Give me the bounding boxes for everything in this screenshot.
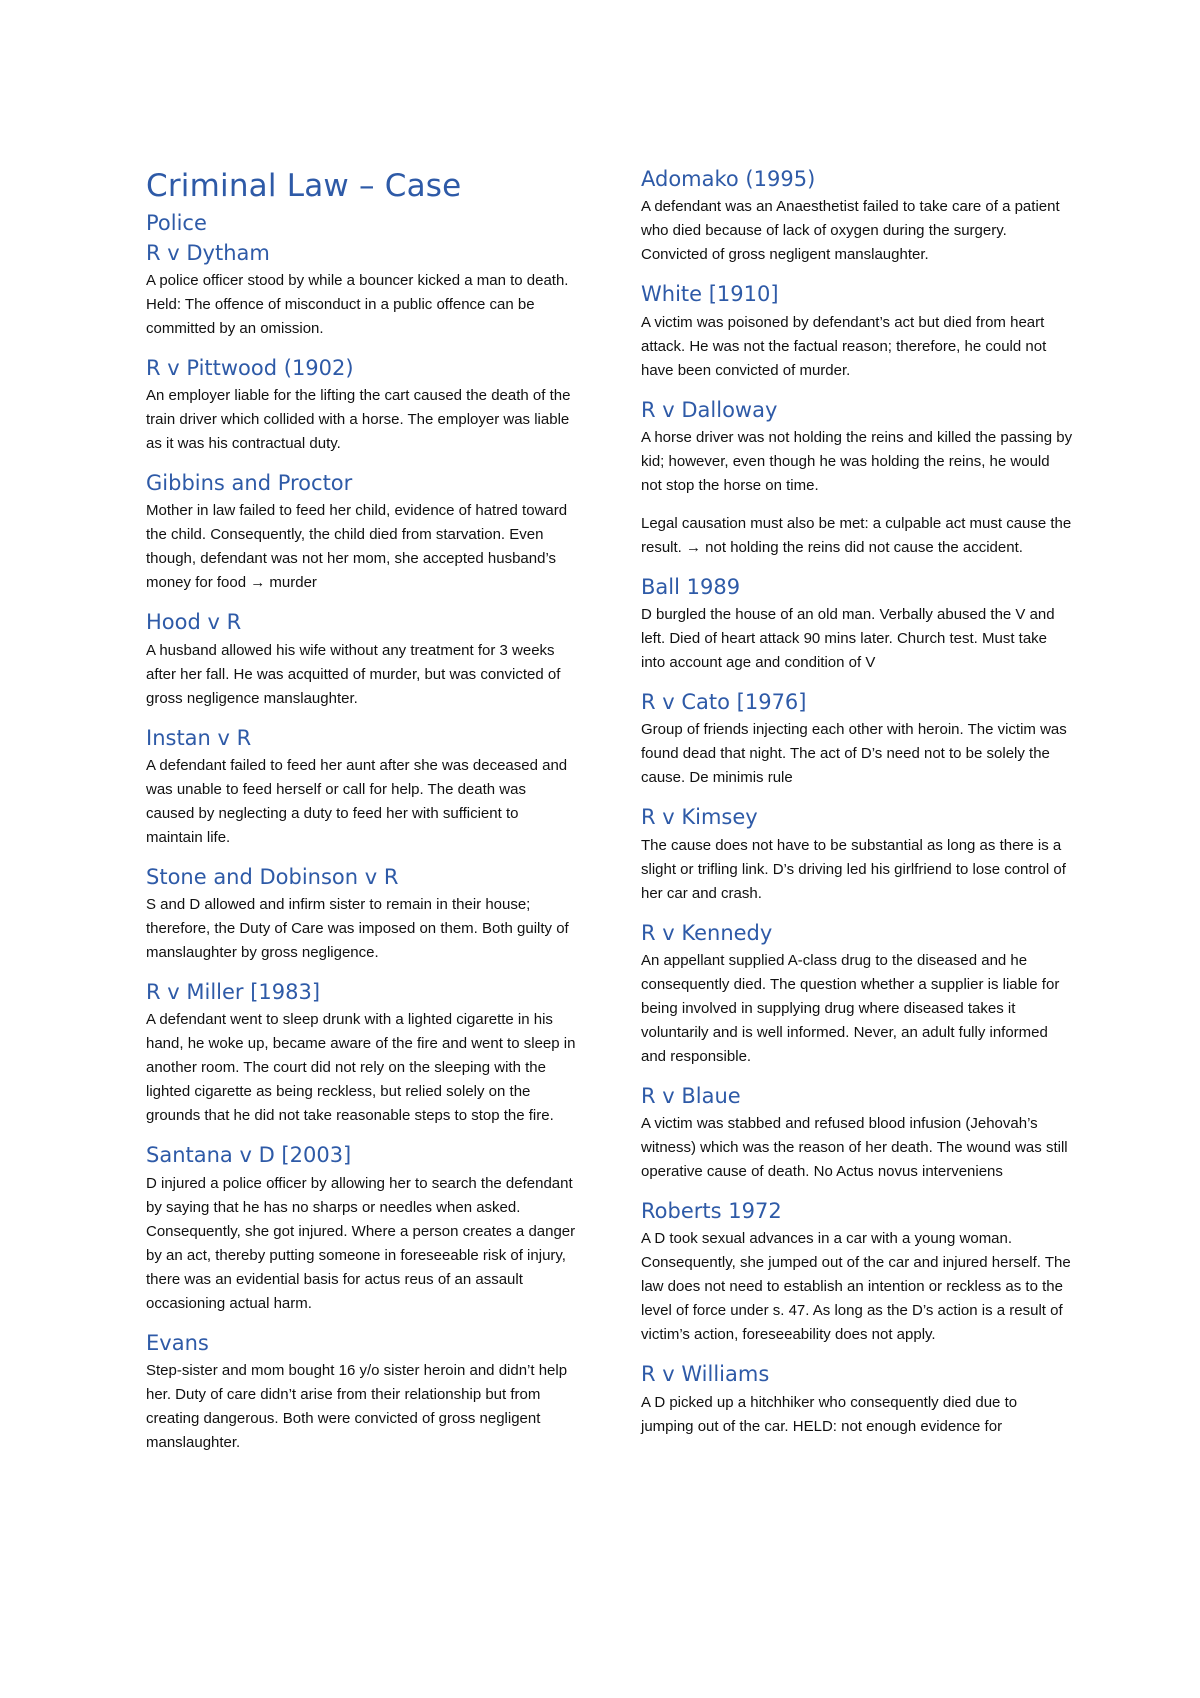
- case-entry: [641, 1198, 1073, 1347]
- case-summary: A husband allowed his wife without any treatment for 3 weeks after her fall. He was acquitted of murder, but was convicted of gross negligence manslaughter.: [146, 641, 561, 707]
- case-summary: A D picked up a hitchhiker who consequently died due to jumping out of the car. HELD: not enough evidence for: [641, 1393, 1018, 1435]
- case-title: Hood v R: [146, 610, 242, 635]
- case-title: R v Kennedy: [641, 920, 773, 945]
- case-summary: Legal causation must also be met: a culpable act must cause the result. → not holding the reins did not cause the accident.: [641, 514, 1072, 556]
- case-summary: The cause does not have to be substantial as long as there is a slight or trifling link. D’s driving led his girlfriend to lose control of her car and crash.: [641, 836, 1066, 902]
- case-title: R v Cato [1976]: [641, 690, 807, 714]
- case-summary: D injured a police officer by allowing her to search the defendant by saying that he has no sharps or needles when asked. Consequently, she got injured. Where a person creates a danger by an act, thereby putting someone in foreseeable risk of injury, there was an evidential basis for actus reus of an assault occasioning actual harm.: [146, 1174, 576, 1312]
- case-title: Gibbins and Proctor: [146, 471, 353, 496]
- case-title: Santana v D [2003]: [146, 1143, 352, 1168]
- case-entry: [146, 1142, 578, 1315]
- case-summary: A victim was stabbed and refused blood infusion (Jehovah’s witness) which was the reason of her death. The wound was still operative cause of death. No Actus novus interveniens: [641, 1115, 1068, 1180]
- case-entry: [146, 1330, 578, 1455]
- case-title: Evans: [146, 1330, 209, 1355]
- case-summary: A horse driver was not holding the reins and killed the passing by kid; however, even though he was holding the reins, he would not stop the horse on time.: [641, 428, 1073, 494]
- case-entry: [641, 1083, 1073, 1184]
- right-column: [641, 166, 1073, 1453]
- case-title: R v Blaue: [641, 1083, 741, 1108]
- case-summary: An employer liable for the lifting the cart caused the death of the train driver which collided with a horse. The employer was liable as it was his contractual duty.: [146, 387, 571, 453]
- case-summary: A defendant went to sleep drunk with a lighted cigarette in his hand, he woke up, became aware of the fire and went to sleep in another room. The court did not rely on the sleeping with the lighted cigarette as being reckless, but relied solely on the grounds that he did not take reasonable steps to stop the fire.: [146, 1011, 576, 1125]
- case-title: Ball 1989: [641, 574, 741, 599]
- left-case-list: [146, 240, 578, 1455]
- case-title: Adomako (1995): [641, 167, 816, 191]
- case-title: White [1910]: [641, 282, 779, 307]
- case-title: Roberts 1972: [641, 1199, 782, 1223]
- left-column: [146, 166, 578, 1469]
- case-summary: Mother in law failed to feed her child, evidence of hatred toward the child. Consequently, the child died from starvation. Even though, defendant was not her mom, she accepted husband’s money for food → murder: [146, 502, 568, 592]
- case-summary: Group of friends injecting each other with heroin. The victim was found dead that night. The act of D’s need not to be solely the cause. De minimis rule: [641, 721, 1067, 787]
- case-entry: [146, 725, 578, 850]
- case-title: R v Dytham: [146, 240, 270, 265]
- case-entry: [146, 240, 578, 341]
- case-summary: An appellant supplied A-class drug to the diseased and he consequently died. The question whether a supplier is liable for being involved in supplying drug where diseased takes it voluntarily and is well informed. Never, an adult fully informed and responsible.: [641, 951, 1060, 1065]
- case-title: R v Miller [1983]: [146, 980, 321, 1005]
- case-summary: D burgled the house of an old man. Verbally abused the V and left. Died of heart attack 90 mins later. Church test. Must take into account age and condition of V: [641, 606, 1055, 671]
- case-title: Instan v R: [146, 725, 252, 750]
- case-title: R v Williams: [641, 1362, 770, 1387]
- case-entry: [641, 166, 1073, 267]
- case-summary: A police officer stood by while a bouncer kicked a man to death. Held: The offence of misconduct in a public offence can be committed by an omission.: [146, 271, 569, 337]
- case-summary: A D took sexual advances in a car with a young woman. Consequently, she jumped out of the car and injured herself. The law does not need to establish an intention or reckless as to the level of force under s. 47. As long as the D’s action is a result of victim’s action, foreseeability does not apply.: [641, 1230, 1071, 1344]
- case-title: R v Kimsey: [641, 805, 758, 830]
- document-title: Criminal Law – Case: [146, 168, 462, 204]
- case-entry: [146, 470, 578, 595]
- case-entry: [641, 397, 1073, 560]
- case-summary: A defendant failed to feed her aunt after she was deceased and was unable to feed herself or call for help. The death was caused by neglecting a duty to feed her with sufficient to maintain life.: [146, 756, 568, 846]
- case-summary: Step-sister and mom bought 16 y/o sister heroin and didn’t help her. Duty of care didn’t arise from their relationship but from creating dangerous. Both were convicted of gross negligent manslaughter.: [146, 1361, 568, 1451]
- case-entry: [641, 920, 1073, 1069]
- case-entry: [641, 689, 1073, 790]
- case-entry: [641, 281, 1073, 382]
- case-summary: S and D allowed and infirm sister to remain in their house; therefore, the Duty of Care was imposed on them. Both guilty of manslaughter by gross negligence.: [146, 896, 569, 962]
- case-entry: [641, 804, 1073, 905]
- case-summary: A defendant was an Anaesthetist failed to take care of a patient who died because of lack of oxygen during the surgery. Convicted of gross negligent manslaughter.: [641, 198, 1060, 264]
- case-title: Stone and Dobinson v R: [146, 864, 399, 889]
- case-entry: [146, 609, 578, 710]
- section-heading-police: Police: [146, 211, 207, 236]
- case-title: R v Pittwood (1902): [146, 355, 354, 380]
- case-entry: [641, 1361, 1073, 1438]
- right-case-list: [641, 166, 1073, 1439]
- case-entry: [146, 355, 578, 456]
- case-entry: [146, 979, 578, 1128]
- case-title: R v Dalloway: [641, 397, 778, 422]
- case-entry: [641, 574, 1073, 675]
- case-entry: [146, 864, 578, 965]
- case-summary: A victim was poisoned by defendant’s act but died from heart attack. He was not the factual reason; therefore, he could not have been convicted of murder.: [641, 313, 1047, 379]
